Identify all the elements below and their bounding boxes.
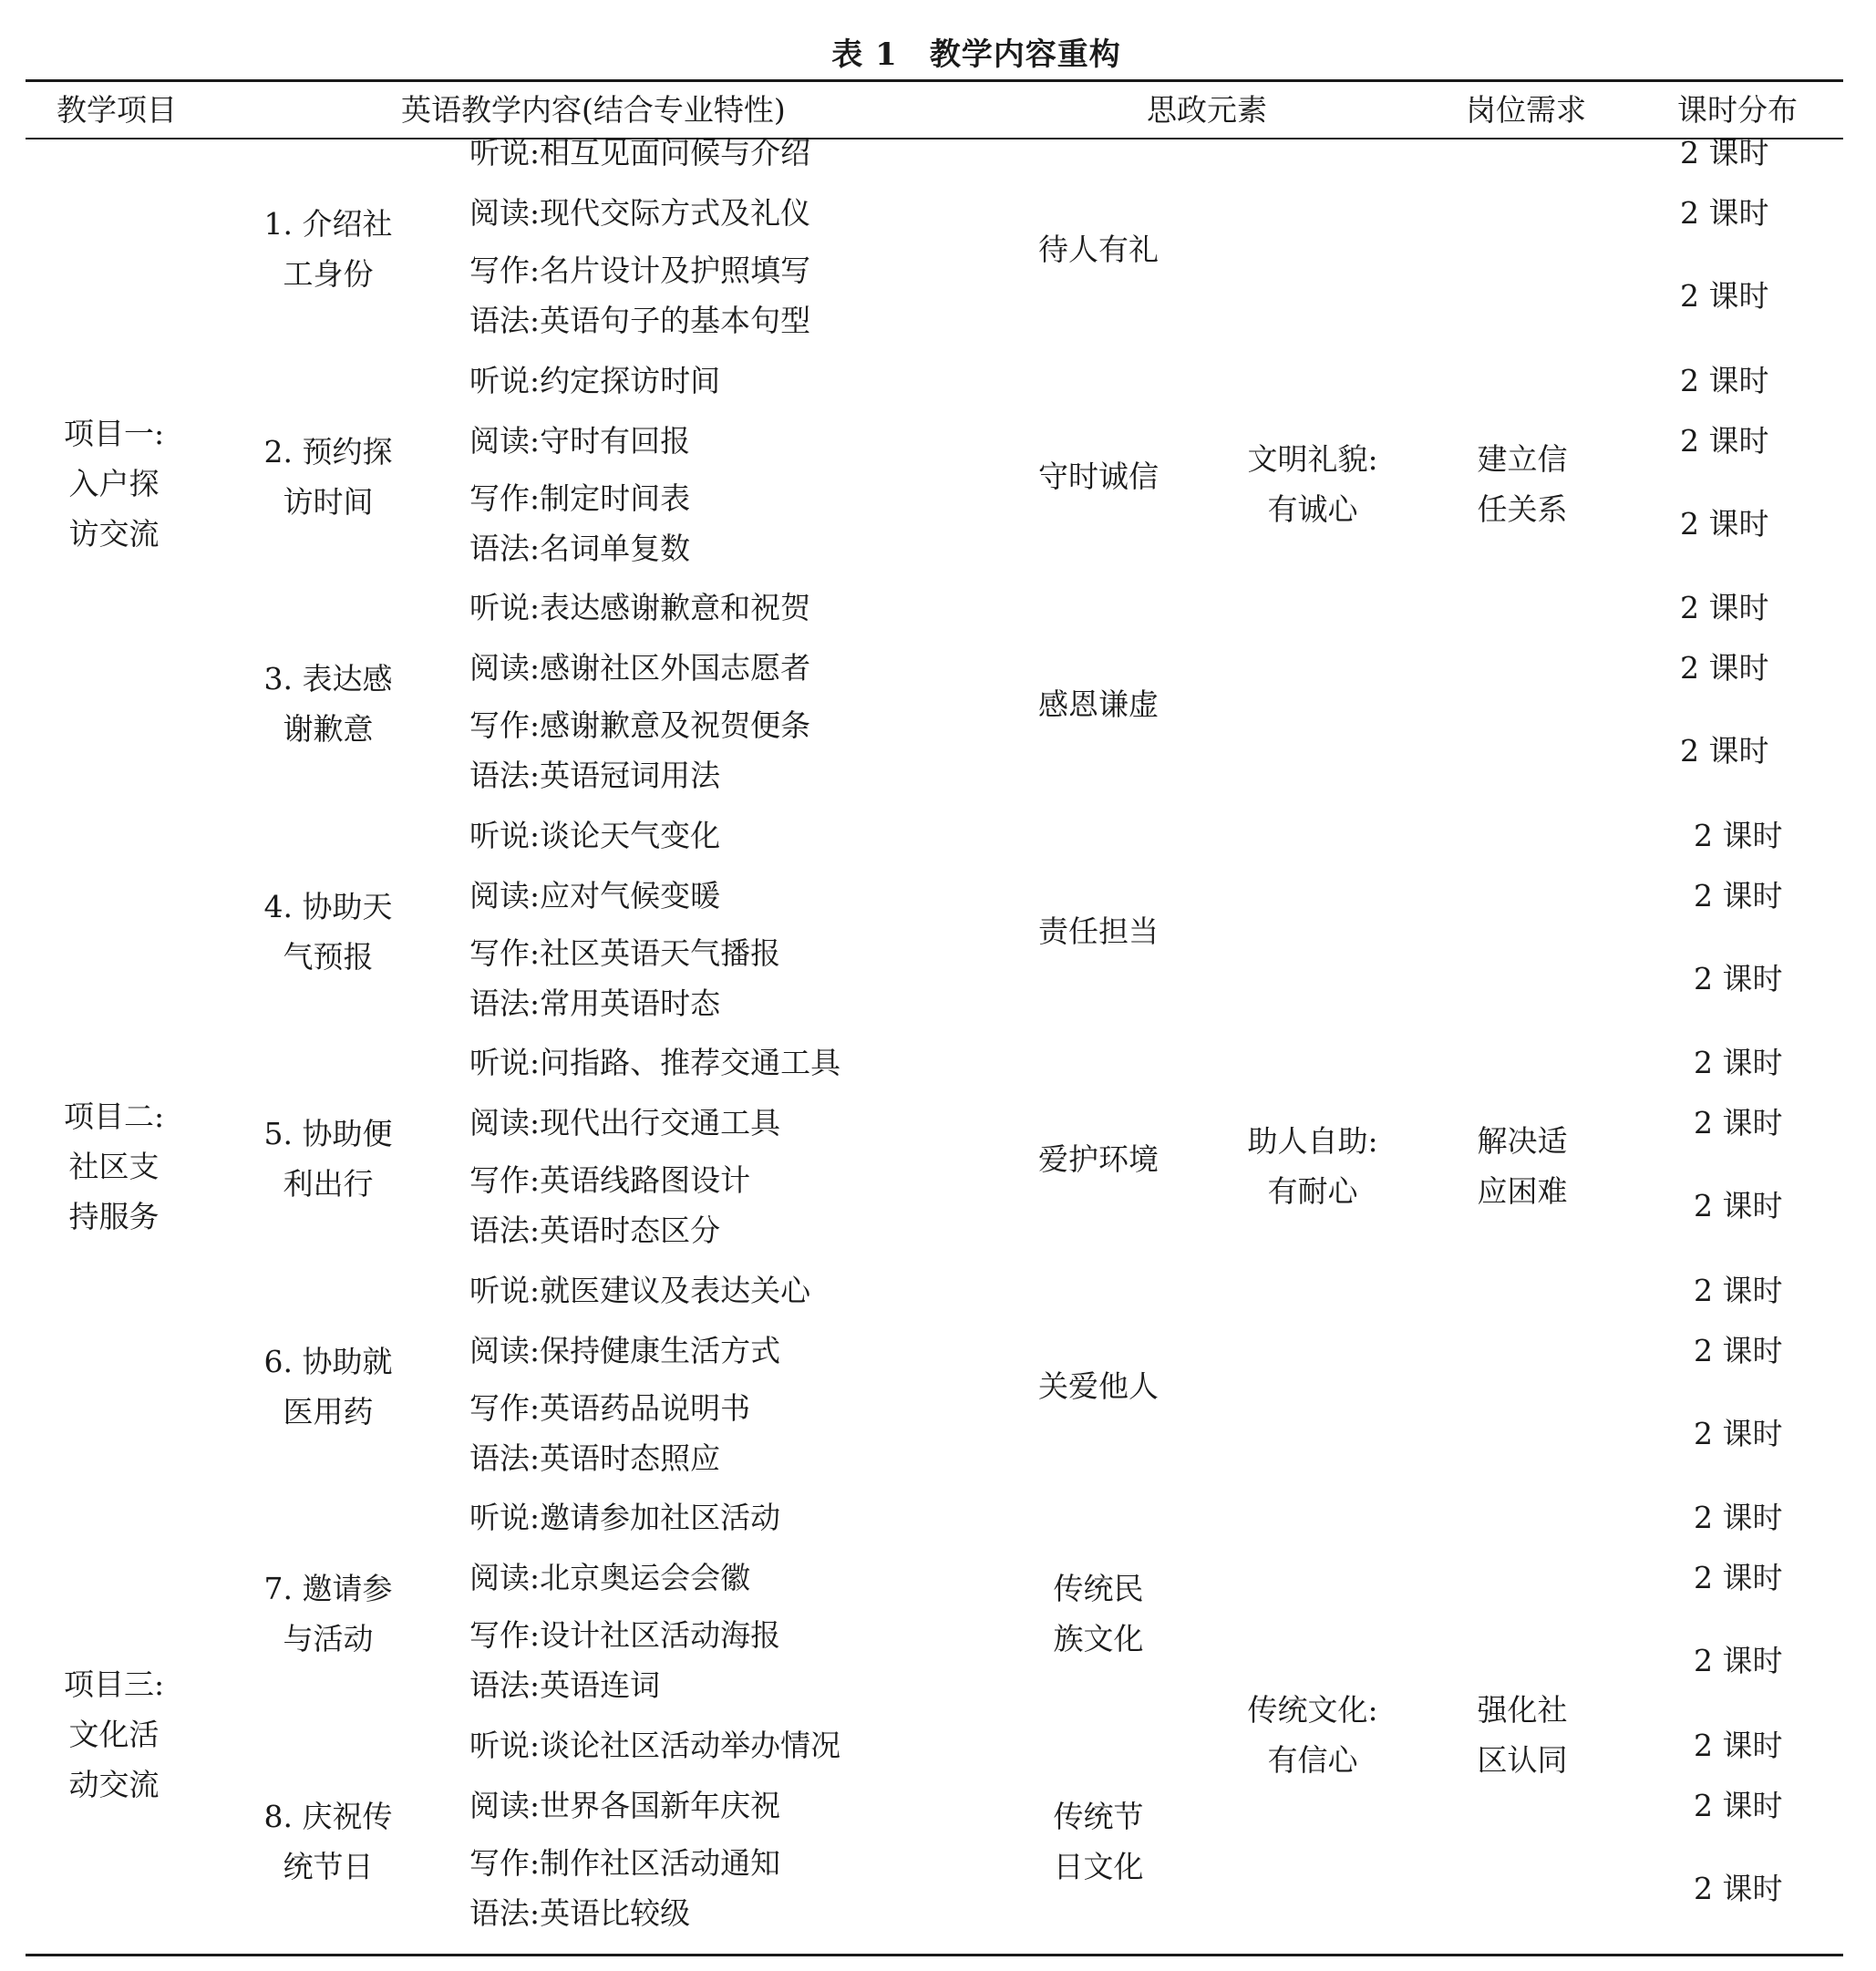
content-line: 阅读:北京奥运会会徽 [469, 1560, 751, 1595]
topic-element: 关爱他人 [1038, 1368, 1159, 1404]
hours-value: 2 课时 [1694, 1560, 1783, 1595]
hours-value: 2 课时 [1694, 1272, 1783, 1308]
header-rule [26, 138, 1843, 139]
hours-value: 2 课时 [1694, 1332, 1783, 1368]
topic-title: 3. 表达感 谢歉意 [263, 661, 393, 747]
content-line: 听说:谈论社区活动举办情况 [469, 1727, 841, 1763]
hours-value: 2 课时 [1694, 1500, 1783, 1535]
topic-title: 6. 协助就 医用药 [263, 1343, 393, 1429]
hours-value: 2 课时 [1680, 505, 1769, 542]
content-line: 语法:英语时态照应 [469, 1440, 721, 1476]
group-element: 助人自助: 有耐心 [1247, 1123, 1378, 1209]
bottom-rule [26, 1954, 1843, 1956]
content-line: 写作:制定时间表 [469, 480, 691, 516]
hours-value: 2 课时 [1694, 1870, 1783, 1906]
hours-value: 2 课时 [1680, 733, 1769, 769]
topic-element: 待人有礼 [1038, 231, 1159, 267]
content-line: 写作:英语线路图设计 [469, 1162, 751, 1198]
topic-element: 爱护环境 [1038, 1140, 1159, 1177]
hours-value: 2 课时 [1680, 278, 1769, 314]
table-title: 表 1 教学内容重构 [831, 36, 1121, 73]
header-content: 英语教学内容(结合专业特性) [401, 92, 786, 128]
content-line: 阅读:现代出行交通工具 [469, 1105, 781, 1140]
content-line: 语法:常用英语时态 [469, 985, 721, 1021]
group-need: 强化社 区认同 [1477, 1691, 1568, 1778]
content-line: 语法:英语时态区分 [469, 1213, 721, 1248]
topic-element: 守时诚信 [1038, 459, 1159, 494]
hours-value: 2 课时 [1680, 135, 1769, 170]
hours-value: 2 课时 [1694, 1643, 1783, 1678]
content-line: 写作:设计社区活动海报 [469, 1617, 781, 1653]
top-rule [26, 79, 1843, 82]
content-line: 写作:英语药品说明书 [469, 1389, 751, 1426]
content-line: 语法:英语冠词用法 [469, 758, 721, 793]
content-line: 阅读:保持健康生活方式 [469, 1332, 781, 1368]
content-line: 听说:相互见面问候与介绍 [469, 135, 811, 170]
topic-element: 传统节 日文化 [1053, 1798, 1144, 1884]
project-name: 项目二: 社区支 持服务 [63, 1098, 165, 1234]
hours-value: 2 课时 [1694, 1787, 1783, 1823]
topic-title: 5. 协助便 利出行 [263, 1116, 393, 1202]
content-line: 阅读:守时有回报 [469, 422, 691, 459]
content-line: 语法:英语句子的基本句型 [469, 303, 811, 338]
hours-value: 2 课时 [1680, 362, 1769, 398]
hours-value: 2 课时 [1680, 590, 1769, 625]
project-name: 项目三: 文化活 动交流 [63, 1667, 165, 1803]
content-line: 听说:问指路、推荐交通工具 [469, 1045, 841, 1080]
content-line: 听说:约定探访时间 [469, 362, 721, 398]
hours-value: 2 课时 [1680, 422, 1769, 459]
content-line: 阅读:感谢社区外国志愿者 [469, 650, 811, 686]
topic-element: 感恩谦虚 [1038, 686, 1159, 722]
header-element: 思政元素 [1147, 92, 1267, 128]
hours-value: 2 课时 [1694, 817, 1783, 853]
topic-title: 1. 介绍社 工身份 [263, 206, 393, 292]
topic-element: 责任担当 [1038, 913, 1159, 949]
content-line: 听说:谈论天气变化 [469, 817, 721, 853]
content-line: 阅读:现代交际方式及礼仪 [469, 195, 811, 231]
content-line: 写作:名片设计及护照填写 [469, 253, 811, 288]
group-element: 文明礼貌: 有诚心 [1247, 440, 1378, 527]
content-line: 阅读:应对气候变暖 [469, 877, 721, 913]
content-line: 写作:社区英语天气播报 [469, 934, 781, 971]
project-name: 项目一: 入户探 访交流 [63, 416, 165, 552]
hours-value: 2 课时 [1680, 195, 1769, 231]
topic-element: 传统民 族文化 [1053, 1571, 1144, 1656]
content-line: 听说:邀请参加社区活动 [469, 1500, 781, 1535]
hours-value: 2 课时 [1694, 877, 1783, 913]
hours-value: 2 课时 [1694, 1045, 1783, 1080]
hours-value: 2 课时 [1680, 650, 1769, 686]
content-line: 阅读:世界各国新年庆祝 [469, 1787, 781, 1823]
hours-value: 2 课时 [1694, 1415, 1783, 1451]
hours-value: 2 课时 [1694, 960, 1783, 996]
group-element: 传统文化: 有信心 [1247, 1691, 1378, 1778]
header-hours: 课时分布 [1677, 92, 1798, 128]
content-line: 听说:就医建议及表达关心 [469, 1272, 811, 1308]
content-line: 听说:表达感谢歉意和祝贺 [469, 590, 811, 625]
topic-title: 2. 预约探 访时间 [263, 433, 393, 520]
hours-value: 2 课时 [1694, 1105, 1783, 1140]
group-need: 建立信 任关系 [1477, 440, 1568, 527]
content-line: 语法:英语连词 [469, 1667, 661, 1703]
content-line: 语法:英语比较级 [469, 1894, 691, 1931]
header-need: 岗位需求 [1466, 92, 1586, 128]
content-line: 写作:制作社区活动通知 [469, 1844, 781, 1881]
topic-title: 7. 邀请参 与活动 [263, 1571, 393, 1656]
hours-value: 2 课时 [1694, 1727, 1783, 1763]
content-line: 语法:名词单复数 [469, 530, 691, 566]
hours-value: 2 课时 [1694, 1188, 1783, 1223]
header-project: 教学项目 [57, 92, 177, 128]
topic-title: 8. 庆祝传 统节日 [263, 1798, 393, 1884]
group-need: 解决适 应困难 [1477, 1123, 1568, 1209]
topic-title: 4. 协助天 气预报 [263, 888, 393, 975]
content-line: 写作:感谢歉意及祝贺便条 [469, 707, 811, 743]
